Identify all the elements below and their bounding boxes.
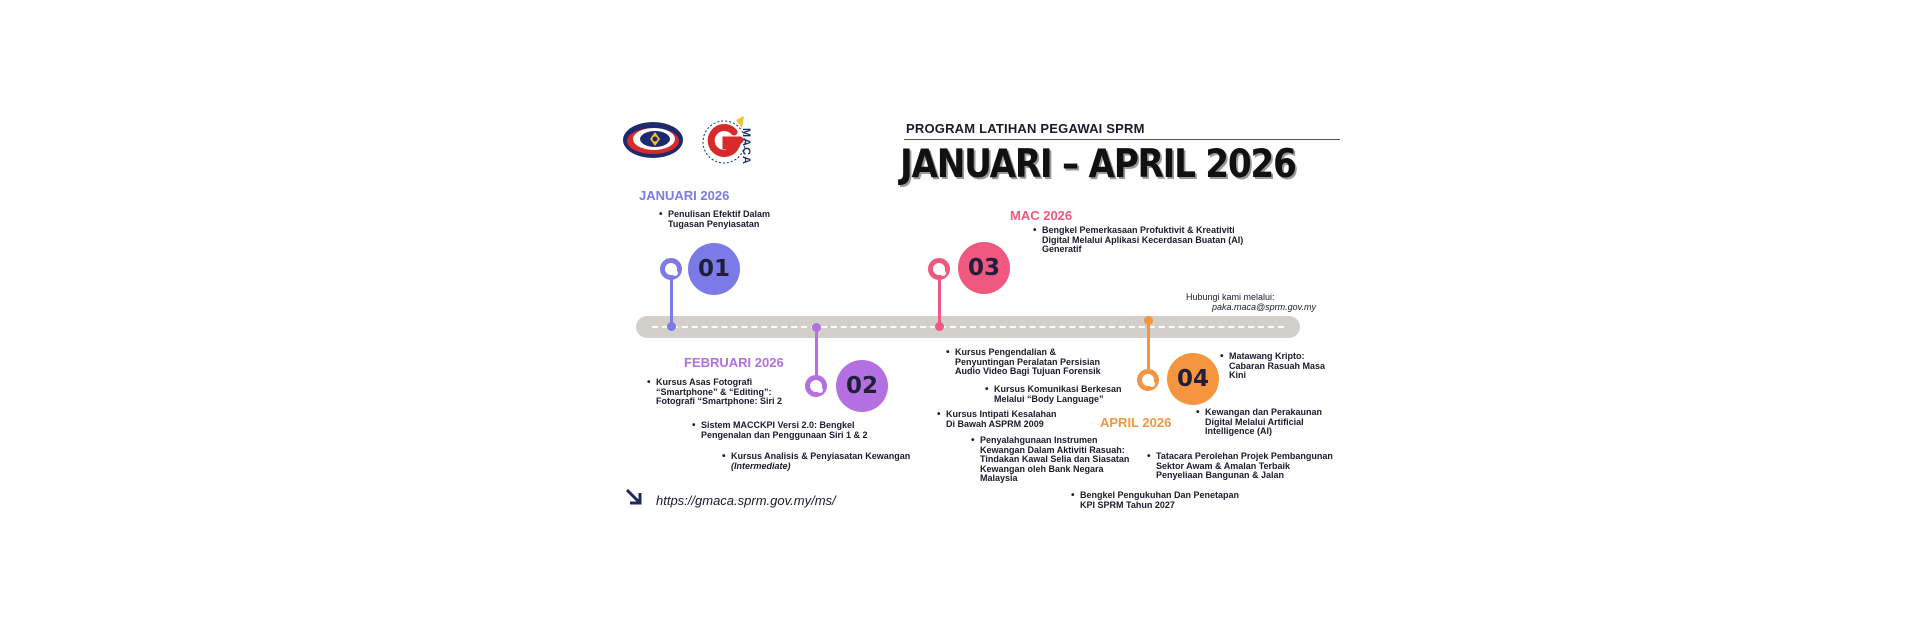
feb-ring bbox=[805, 375, 827, 397]
header-subtitle: PROGRAM LATIHAN PEGAWAI SPRM bbox=[906, 121, 1145, 136]
maca-logo bbox=[700, 114, 758, 168]
feb-number: 02 bbox=[836, 360, 888, 412]
page-title: JANUARI – APRIL 2026 bbox=[900, 142, 1296, 187]
feb-item: • Kursus Asas Fotografi “Smartphone” & “Editing”: Fotografi “Smartphone: Siri 2 bbox=[656, 378, 806, 407]
mac-item: • Bengkel Pengukuhan Dan Penetapan KPI SPRM Tahun 2027 bbox=[1080, 491, 1240, 510]
jan-stem bbox=[670, 279, 673, 325]
timeline-dashes bbox=[652, 326, 1284, 328]
contact-label: Hubungi kami melalui: bbox=[1186, 292, 1275, 302]
apr-item: • Kewangan dan Perakaunan Digital Melalui Artificial Intelligence (AI) bbox=[1205, 408, 1335, 437]
mac-dot bbox=[935, 322, 944, 331]
feb-item: • Kursus Analisis & Penyiasatan Kewangan bbox=[731, 452, 951, 462]
sprm-logo bbox=[622, 120, 684, 160]
feb-item: • Sistem MACCKPI Versi 2.0: Bengkel Pengenalan dan Penggunaan Siri 1 & 2 bbox=[701, 421, 881, 440]
feb-item-note: (Intermediate) bbox=[731, 461, 791, 471]
arrow-down-right-icon bbox=[624, 487, 644, 507]
mac-stem bbox=[938, 279, 941, 325]
jan-item: • Penulisan Efektif Dalam Tugasan Penyiasatan bbox=[668, 210, 788, 229]
maca-logo-text: MACA bbox=[740, 128, 752, 165]
mac-item: • Kursus Intipati Kesalahan Di Bawah ASPRM 2009 bbox=[946, 410, 1066, 429]
apr-number: 04 bbox=[1167, 353, 1219, 405]
apr-ring bbox=[1137, 369, 1159, 391]
mac-item: • Kursus Komunikasi Berkesan Melalui “Body Language” bbox=[994, 385, 1134, 404]
month-label-jan: JANUARI 2026 bbox=[639, 188, 730, 203]
feb-stem bbox=[815, 328, 818, 378]
sprm-logo-icon bbox=[622, 120, 684, 160]
apr-item: • Matawang Kripto: Cabaran Rasuah Masa Kini bbox=[1229, 352, 1334, 381]
footer-url[interactable]: https://gmaca.sprm.gov.my/ms/ bbox=[656, 493, 836, 508]
mac-ring bbox=[928, 258, 950, 280]
month-label-apr: APRIL 2026 bbox=[1100, 415, 1172, 430]
mac-top-item: • Bengkel Pemerkasaan Profuktivit & Kreativiti Digital Melalui Aplikasi Kecerdasan Buatan (AI) Generatif bbox=[1042, 226, 1252, 255]
month-label-mac: MAC 2026 bbox=[1010, 208, 1073, 223]
mac-item: • Penyalahgunaan Instrumen Kewangan Dalam Aktiviti Rasuah: Tindakan Kawal Selia dan Siasatan Kewangan oleh Bank Negara Malaysia bbox=[980, 436, 1140, 484]
mac-item: • Kursus Pengendalian & Penyuntingan Peralatan Persisian Audio Video Bagi Tujuan Forensik bbox=[955, 348, 1115, 377]
mac-number: 03 bbox=[958, 242, 1010, 294]
header-divider bbox=[904, 139, 1340, 140]
apr-item: • Tatacara Perolehan Projek Pembangunan Sektor Awam & Amalan Terbaik Penyeliaan Bangunan & Jalan bbox=[1156, 452, 1336, 481]
jan-number: 01 bbox=[688, 243, 740, 295]
month-label-feb: FEBRUARI 2026 bbox=[684, 355, 784, 370]
contact-email[interactable]: paka.maca@sprm.gov.my bbox=[1212, 302, 1317, 312]
jan-dot bbox=[667, 322, 676, 331]
jan-ring bbox=[660, 258, 682, 280]
apr-stem bbox=[1147, 320, 1150, 372]
